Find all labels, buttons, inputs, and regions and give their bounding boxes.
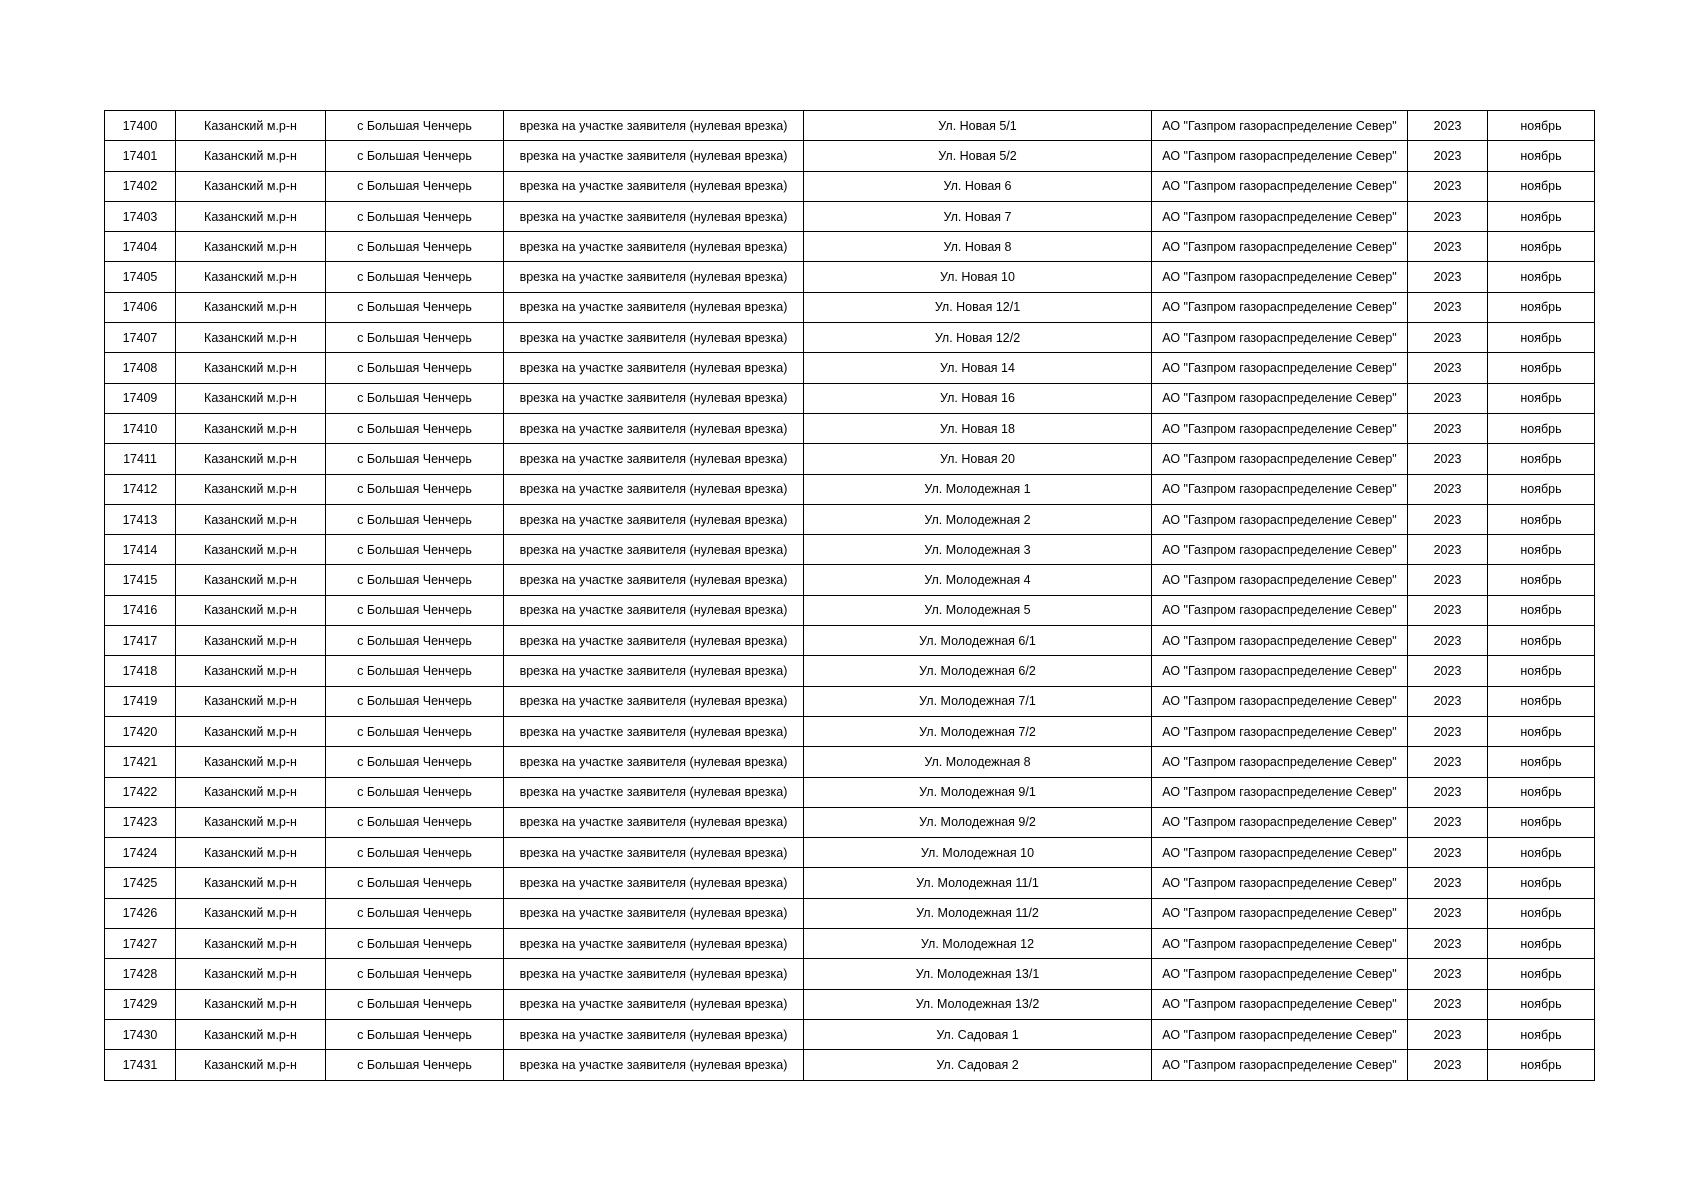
connection-type-cell: врезка на участке заявителя (нулевая врезка) <box>504 656 804 686</box>
year-cell: 2023 <box>1408 383 1488 413</box>
table-row <box>105 171 1595 201</box>
year-cell: 2023 <box>1408 716 1488 746</box>
settlement-cell: с Большая Ченчерь <box>326 504 504 534</box>
organization-cell: АО "Газпром газораспределение Север" <box>1152 807 1408 837</box>
month-cell: ноябрь <box>1488 686 1595 716</box>
year-cell: 2023 <box>1408 413 1488 443</box>
settlement-cell: с Большая Ченчерь <box>326 171 504 201</box>
month-cell: ноябрь <box>1488 595 1595 625</box>
organization-cell: АО "Газпром газораспределение Север" <box>1152 716 1408 746</box>
year-cell: 2023 <box>1408 898 1488 928</box>
year-cell: 2023 <box>1408 171 1488 201</box>
address-cell: Ул. Новая 5/1 <box>804 111 1152 141</box>
table-row <box>105 141 1595 171</box>
month-cell: ноябрь <box>1488 929 1595 959</box>
district-cell: Казанский м.р-н <box>176 656 326 686</box>
district-cell: Казанский м.р-н <box>176 1050 326 1080</box>
settlement-cell: с Большая Ченчерь <box>326 595 504 625</box>
connection-type-cell: врезка на участке заявителя (нулевая врезка) <box>504 716 804 746</box>
record-id-cell: 17417 <box>105 626 176 656</box>
connection-type-cell: врезка на участке заявителя (нулевая врезка) <box>504 989 804 1019</box>
settlement-cell: с Большая Ченчерь <box>326 413 504 443</box>
district-cell: Казанский м.р-н <box>176 504 326 534</box>
address-cell: Ул. Молодежная 5 <box>804 595 1152 625</box>
month-cell: ноябрь <box>1488 353 1595 383</box>
table-row <box>105 807 1595 837</box>
record-id-cell: 17428 <box>105 959 176 989</box>
record-id-cell: 17430 <box>105 1019 176 1049</box>
organization-cell: АО "Газпром газораспределение Север" <box>1152 413 1408 443</box>
year-cell: 2023 <box>1408 989 1488 1019</box>
record-id-cell: 17408 <box>105 353 176 383</box>
organization-cell: АО "Газпром газораспределение Север" <box>1152 868 1408 898</box>
settlement-cell: с Большая Ченчерь <box>326 777 504 807</box>
connection-type-cell: врезка на участке заявителя (нулевая врезка) <box>504 232 804 262</box>
settlement-cell: с Большая Ченчерь <box>326 111 504 141</box>
settlement-cell: с Большая Ченчерь <box>326 141 504 171</box>
address-cell: Ул. Новая 12/1 <box>804 292 1152 322</box>
month-cell: ноябрь <box>1488 444 1595 474</box>
address-cell: Ул. Новая 6 <box>804 171 1152 201</box>
settlement-cell: с Большая Ченчерь <box>326 716 504 746</box>
settlement-cell: с Большая Ченчерь <box>326 535 504 565</box>
record-id-cell: 17401 <box>105 141 176 171</box>
year-cell: 2023 <box>1408 747 1488 777</box>
organization-cell: АО "Газпром газораспределение Север" <box>1152 777 1408 807</box>
district-cell: Казанский м.р-н <box>176 716 326 746</box>
month-cell: ноябрь <box>1488 323 1595 353</box>
district-cell: Казанский м.р-н <box>176 413 326 443</box>
settlement-cell: с Большая Ченчерь <box>326 353 504 383</box>
year-cell: 2023 <box>1408 323 1488 353</box>
month-cell: ноябрь <box>1488 1050 1595 1080</box>
record-id-cell: 17405 <box>105 262 176 292</box>
table-row <box>105 626 1595 656</box>
year-cell: 2023 <box>1408 929 1488 959</box>
table-row <box>105 838 1595 868</box>
year-cell: 2023 <box>1408 141 1488 171</box>
settlement-cell: с Большая Ченчерь <box>326 232 504 262</box>
settlement-cell: с Большая Ченчерь <box>326 292 504 322</box>
address-cell: Ул. Новая 5/2 <box>804 141 1152 171</box>
address-cell: Ул. Молодежная 12 <box>804 929 1152 959</box>
table-row <box>105 383 1595 413</box>
district-cell: Казанский м.р-н <box>176 565 326 595</box>
table-row <box>105 444 1595 474</box>
district-cell: Казанский м.р-н <box>176 262 326 292</box>
settlement-cell: с Большая Ченчерь <box>326 868 504 898</box>
connection-type-cell: врезка на участке заявителя (нулевая врезка) <box>504 747 804 777</box>
district-cell: Казанский м.р-н <box>176 777 326 807</box>
record-id-cell: 17414 <box>105 535 176 565</box>
table-row <box>105 989 1595 1019</box>
organization-cell: АО "Газпром газораспределение Север" <box>1152 201 1408 231</box>
month-cell: ноябрь <box>1488 626 1595 656</box>
record-id-cell: 17400 <box>105 111 176 141</box>
year-cell: 2023 <box>1408 474 1488 504</box>
address-cell: Ул. Молодежная 11/2 <box>804 898 1152 928</box>
address-cell: Ул. Молодежная 9/2 <box>804 807 1152 837</box>
address-cell: Ул. Молодежная 4 <box>804 565 1152 595</box>
table-row <box>105 1019 1595 1049</box>
district-cell: Казанский м.р-н <box>176 1019 326 1049</box>
connection-type-cell: врезка на участке заявителя (нулевая врезка) <box>504 686 804 716</box>
organization-cell: АО "Газпром газораспределение Север" <box>1152 929 1408 959</box>
organization-cell: АО "Газпром газораспределение Север" <box>1152 989 1408 1019</box>
table-row <box>105 595 1595 625</box>
month-cell: ноябрь <box>1488 959 1595 989</box>
table-row <box>105 747 1595 777</box>
year-cell: 2023 <box>1408 292 1488 322</box>
connection-type-cell: врезка на участке заявителя (нулевая врезка) <box>504 323 804 353</box>
table-row <box>105 959 1595 989</box>
year-cell: 2023 <box>1408 262 1488 292</box>
organization-cell: АО "Газпром газораспределение Север" <box>1152 959 1408 989</box>
table-row <box>105 777 1595 807</box>
table-row <box>105 292 1595 322</box>
table-row <box>105 1050 1595 1080</box>
table-row <box>105 898 1595 928</box>
address-cell: Ул. Садовая 2 <box>804 1050 1152 1080</box>
year-cell: 2023 <box>1408 444 1488 474</box>
connection-type-cell: врезка на участке заявителя (нулевая врезка) <box>504 1050 804 1080</box>
record-id-cell: 17403 <box>105 201 176 231</box>
record-id-cell: 17413 <box>105 504 176 534</box>
organization-cell: АО "Газпром газораспределение Север" <box>1152 686 1408 716</box>
year-cell: 2023 <box>1408 1050 1488 1080</box>
month-cell: ноябрь <box>1488 565 1595 595</box>
organization-cell: АО "Газпром газораспределение Север" <box>1152 626 1408 656</box>
month-cell: ноябрь <box>1488 1019 1595 1049</box>
connection-type-cell: врезка на участке заявителя (нулевая врезка) <box>504 504 804 534</box>
month-cell: ноябрь <box>1488 474 1595 504</box>
organization-cell: АО "Газпром газораспределение Север" <box>1152 444 1408 474</box>
settlement-cell: с Большая Ченчерь <box>326 686 504 716</box>
connection-type-cell: врезка на участке заявителя (нулевая врезка) <box>504 777 804 807</box>
district-cell: Казанский м.р-н <box>176 989 326 1019</box>
address-cell: Ул. Новая 10 <box>804 262 1152 292</box>
settlement-cell: с Большая Ченчерь <box>326 565 504 595</box>
district-cell: Казанский м.р-н <box>176 232 326 262</box>
organization-cell: АО "Газпром газораспределение Север" <box>1152 504 1408 534</box>
record-id-cell: 17409 <box>105 383 176 413</box>
month-cell: ноябрь <box>1488 201 1595 231</box>
month-cell: ноябрь <box>1488 504 1595 534</box>
settlement-cell: с Большая Ченчерь <box>326 201 504 231</box>
district-cell: Казанский м.р-н <box>176 686 326 716</box>
address-cell: Ул. Новая 7 <box>804 201 1152 231</box>
connection-type-cell: врезка на участке заявителя (нулевая врезка) <box>504 292 804 322</box>
district-cell: Казанский м.р-н <box>176 444 326 474</box>
connection-type-cell: врезка на участке заявителя (нулевая врезка) <box>504 626 804 656</box>
year-cell: 2023 <box>1408 535 1488 565</box>
settlement-cell: с Большая Ченчерь <box>326 989 504 1019</box>
table-row <box>105 868 1595 898</box>
settlement-cell: с Большая Ченчерь <box>326 959 504 989</box>
connection-type-cell: врезка на участке заявителя (нулевая врезка) <box>504 1019 804 1049</box>
year-cell: 2023 <box>1408 626 1488 656</box>
settlement-cell: с Большая Ченчерь <box>326 444 504 474</box>
settlement-cell: с Большая Ченчерь <box>326 656 504 686</box>
connection-type-cell: врезка на участке заявителя (нулевая врезка) <box>504 595 804 625</box>
connection-type-cell: врезка на участке заявителя (нулевая врезка) <box>504 868 804 898</box>
organization-cell: АО "Газпром газораспределение Север" <box>1152 171 1408 201</box>
address-cell: Ул. Молодежная 13/1 <box>804 959 1152 989</box>
year-cell: 2023 <box>1408 353 1488 383</box>
table-row <box>105 535 1595 565</box>
year-cell: 2023 <box>1408 504 1488 534</box>
district-cell: Казанский м.р-н <box>176 171 326 201</box>
year-cell: 2023 <box>1408 959 1488 989</box>
organization-cell: АО "Газпром газораспределение Север" <box>1152 353 1408 383</box>
district-cell: Казанский м.р-н <box>176 353 326 383</box>
organization-cell: АО "Газпром газораспределение Север" <box>1152 656 1408 686</box>
district-cell: Казанский м.р-н <box>176 535 326 565</box>
month-cell: ноябрь <box>1488 383 1595 413</box>
record-id-cell: 17426 <box>105 898 176 928</box>
year-cell: 2023 <box>1408 686 1488 716</box>
organization-cell: АО "Газпром газораспределение Север" <box>1152 1019 1408 1049</box>
address-cell: Ул. Молодежная 7/2 <box>804 716 1152 746</box>
connection-type-cell: врезка на участке заявителя (нулевая врезка) <box>504 565 804 595</box>
month-cell: ноябрь <box>1488 716 1595 746</box>
address-cell: Ул. Новая 20 <box>804 444 1152 474</box>
address-cell: Ул. Молодежная 9/1 <box>804 777 1152 807</box>
table-row <box>105 716 1595 746</box>
record-id-cell: 17425 <box>105 868 176 898</box>
month-cell: ноябрь <box>1488 989 1595 1019</box>
district-cell: Казанский м.р-н <box>176 838 326 868</box>
connection-type-cell: врезка на участке заявителя (нулевая врезка) <box>504 262 804 292</box>
month-cell: ноябрь <box>1488 656 1595 686</box>
table-row <box>105 656 1595 686</box>
month-cell: ноябрь <box>1488 413 1595 443</box>
connection-type-cell: врезка на участке заявителя (нулевая врезка) <box>504 807 804 837</box>
address-cell: Ул. Молодежная 1 <box>804 474 1152 504</box>
year-cell: 2023 <box>1408 111 1488 141</box>
table-row <box>105 929 1595 959</box>
record-id-cell: 17410 <box>105 413 176 443</box>
table-row <box>105 565 1595 595</box>
district-cell: Казанский м.р-н <box>176 868 326 898</box>
address-cell: Ул. Молодежная 3 <box>804 535 1152 565</box>
district-cell: Казанский м.р-н <box>176 898 326 928</box>
record-id-cell: 17419 <box>105 686 176 716</box>
district-cell: Казанский м.р-н <box>176 292 326 322</box>
record-id-cell: 17422 <box>105 777 176 807</box>
address-cell: Ул. Новая 16 <box>804 383 1152 413</box>
record-id-cell: 17420 <box>105 716 176 746</box>
settlement-cell: с Большая Ченчерь <box>326 1019 504 1049</box>
record-id-cell: 17402 <box>105 171 176 201</box>
settlement-cell: с Большая Ченчерь <box>326 1050 504 1080</box>
connection-type-cell: врезка на участке заявителя (нулевая врезка) <box>504 929 804 959</box>
district-cell: Казанский м.р-н <box>176 323 326 353</box>
month-cell: ноябрь <box>1488 777 1595 807</box>
data-table <box>104 110 1595 1081</box>
month-cell: ноябрь <box>1488 232 1595 262</box>
organization-cell: АО "Газпром газораспределение Север" <box>1152 565 1408 595</box>
connection-type-cell: врезка на участке заявителя (нулевая врезка) <box>504 959 804 989</box>
month-cell: ноябрь <box>1488 898 1595 928</box>
record-id-cell: 17407 <box>105 323 176 353</box>
month-cell: ноябрь <box>1488 171 1595 201</box>
connection-type-cell: врезка на участке заявителя (нулевая врезка) <box>504 898 804 928</box>
table-row <box>105 323 1595 353</box>
district-cell: Казанский м.р-н <box>176 383 326 413</box>
address-cell: Ул. Садовая 1 <box>804 1019 1152 1049</box>
record-id-cell: 17423 <box>105 807 176 837</box>
organization-cell: АО "Газпром газораспределение Север" <box>1152 141 1408 171</box>
settlement-cell: с Большая Ченчерь <box>326 747 504 777</box>
connection-type-cell: врезка на участке заявителя (нулевая врезка) <box>504 838 804 868</box>
connection-type-cell: врезка на участке заявителя (нулевая врезка) <box>504 111 804 141</box>
table-row <box>105 504 1595 534</box>
record-id-cell: 17418 <box>105 656 176 686</box>
table-row <box>105 201 1595 231</box>
month-cell: ноябрь <box>1488 111 1595 141</box>
record-id-cell: 17415 <box>105 565 176 595</box>
organization-cell: АО "Газпром газораспределение Север" <box>1152 1050 1408 1080</box>
table-row <box>105 262 1595 292</box>
record-id-cell: 17416 <box>105 595 176 625</box>
month-cell: ноябрь <box>1488 292 1595 322</box>
year-cell: 2023 <box>1408 868 1488 898</box>
district-cell: Казанский м.р-н <box>176 747 326 777</box>
record-id-cell: 17429 <box>105 989 176 1019</box>
year-cell: 2023 <box>1408 565 1488 595</box>
address-cell: Ул. Молодежная 10 <box>804 838 1152 868</box>
connection-type-cell: врезка на участке заявителя (нулевая врезка) <box>504 444 804 474</box>
settlement-cell: с Большая Ченчерь <box>326 323 504 353</box>
address-cell: Ул. Молодежная 6/2 <box>804 656 1152 686</box>
table-row <box>105 232 1595 262</box>
settlement-cell: с Большая Ченчерь <box>326 807 504 837</box>
organization-cell: АО "Газпром газораспределение Север" <box>1152 232 1408 262</box>
year-cell: 2023 <box>1408 201 1488 231</box>
address-cell: Ул. Молодежная 13/2 <box>804 989 1152 1019</box>
settlement-cell: с Большая Ченчерь <box>326 838 504 868</box>
table-row <box>105 686 1595 716</box>
address-cell: Ул. Молодежная 6/1 <box>804 626 1152 656</box>
record-id-cell: 17412 <box>105 474 176 504</box>
organization-cell: АО "Газпром газораспределение Север" <box>1152 323 1408 353</box>
district-cell: Казанский м.р-н <box>176 474 326 504</box>
month-cell: ноябрь <box>1488 838 1595 868</box>
organization-cell: АО "Газпром газораспределение Север" <box>1152 262 1408 292</box>
month-cell: ноябрь <box>1488 807 1595 837</box>
connection-type-cell: врезка на участке заявителя (нулевая врезка) <box>504 383 804 413</box>
address-cell: Ул. Молодежная 8 <box>804 747 1152 777</box>
organization-cell: АО "Газпром газораспределение Север" <box>1152 838 1408 868</box>
month-cell: ноябрь <box>1488 141 1595 171</box>
connection-type-cell: врезка на участке заявителя (нулевая врезка) <box>504 171 804 201</box>
district-cell: Казанский м.р-н <box>176 595 326 625</box>
settlement-cell: с Большая Ченчерь <box>326 626 504 656</box>
organization-cell: АО "Газпром газораспределение Север" <box>1152 595 1408 625</box>
connection-type-cell: врезка на участке заявителя (нулевая врезка) <box>504 201 804 231</box>
year-cell: 2023 <box>1408 656 1488 686</box>
organization-cell: АО "Газпром газораспределение Север" <box>1152 898 1408 928</box>
address-cell: Ул. Новая 12/2 <box>804 323 1152 353</box>
month-cell: ноябрь <box>1488 747 1595 777</box>
table-row <box>105 353 1595 383</box>
year-cell: 2023 <box>1408 807 1488 837</box>
table-row <box>105 474 1595 504</box>
organization-cell: АО "Газпром газораспределение Север" <box>1152 535 1408 565</box>
table-body <box>105 111 1595 1081</box>
organization-cell: АО "Газпром газораспределение Север" <box>1152 111 1408 141</box>
district-cell: Казанский м.р-н <box>176 201 326 231</box>
settlement-cell: с Большая Ченчерь <box>326 262 504 292</box>
month-cell: ноябрь <box>1488 535 1595 565</box>
organization-cell: АО "Газпром газораспределение Север" <box>1152 747 1408 777</box>
year-cell: 2023 <box>1408 232 1488 262</box>
record-id-cell: 17427 <box>105 929 176 959</box>
organization-cell: АО "Газпром газораспределение Север" <box>1152 474 1408 504</box>
settlement-cell: с Большая Ченчерь <box>326 898 504 928</box>
year-cell: 2023 <box>1408 838 1488 868</box>
table-row <box>105 111 1595 141</box>
record-id-cell: 17431 <box>105 1050 176 1080</box>
settlement-cell: с Большая Ченчерь <box>326 383 504 413</box>
connection-type-cell: врезка на участке заявителя (нулевая врезка) <box>504 413 804 443</box>
address-cell: Ул. Новая 18 <box>804 413 1152 443</box>
connection-type-cell: врезка на участке заявителя (нулевая врезка) <box>504 141 804 171</box>
record-id-cell: 17404 <box>105 232 176 262</box>
address-cell: Ул. Новая 14 <box>804 353 1152 383</box>
organization-cell: АО "Газпром газораспределение Север" <box>1152 292 1408 322</box>
record-id-cell: 17406 <box>105 292 176 322</box>
district-cell: Казанский м.р-н <box>176 626 326 656</box>
organization-cell: АО "Газпром газораспределение Север" <box>1152 383 1408 413</box>
year-cell: 2023 <box>1408 595 1488 625</box>
year-cell: 2023 <box>1408 1019 1488 1049</box>
address-cell: Ул. Молодежная 2 <box>804 504 1152 534</box>
settlement-cell: с Большая Ченчерь <box>326 929 504 959</box>
district-cell: Казанский м.р-н <box>176 111 326 141</box>
connection-type-cell: врезка на участке заявителя (нулевая врезка) <box>504 535 804 565</box>
district-cell: Казанский м.р-н <box>176 959 326 989</box>
record-id-cell: 17421 <box>105 747 176 777</box>
connection-type-cell: врезка на участке заявителя (нулевая врезка) <box>504 353 804 383</box>
connection-type-cell: врезка на участке заявителя (нулевая врезка) <box>504 474 804 504</box>
district-cell: Казанский м.р-н <box>176 141 326 171</box>
month-cell: ноябрь <box>1488 868 1595 898</box>
district-cell: Казанский м.р-н <box>176 807 326 837</box>
address-cell: Ул. Новая 8 <box>804 232 1152 262</box>
record-id-cell: 17424 <box>105 838 176 868</box>
month-cell: ноябрь <box>1488 262 1595 292</box>
year-cell: 2023 <box>1408 777 1488 807</box>
settlement-cell: с Большая Ченчерь <box>326 474 504 504</box>
table-row <box>105 413 1595 443</box>
record-id-cell: 17411 <box>105 444 176 474</box>
address-cell: Ул. Молодежная 11/1 <box>804 868 1152 898</box>
address-cell: Ул. Молодежная 7/1 <box>804 686 1152 716</box>
district-cell: Казанский м.р-н <box>176 929 326 959</box>
